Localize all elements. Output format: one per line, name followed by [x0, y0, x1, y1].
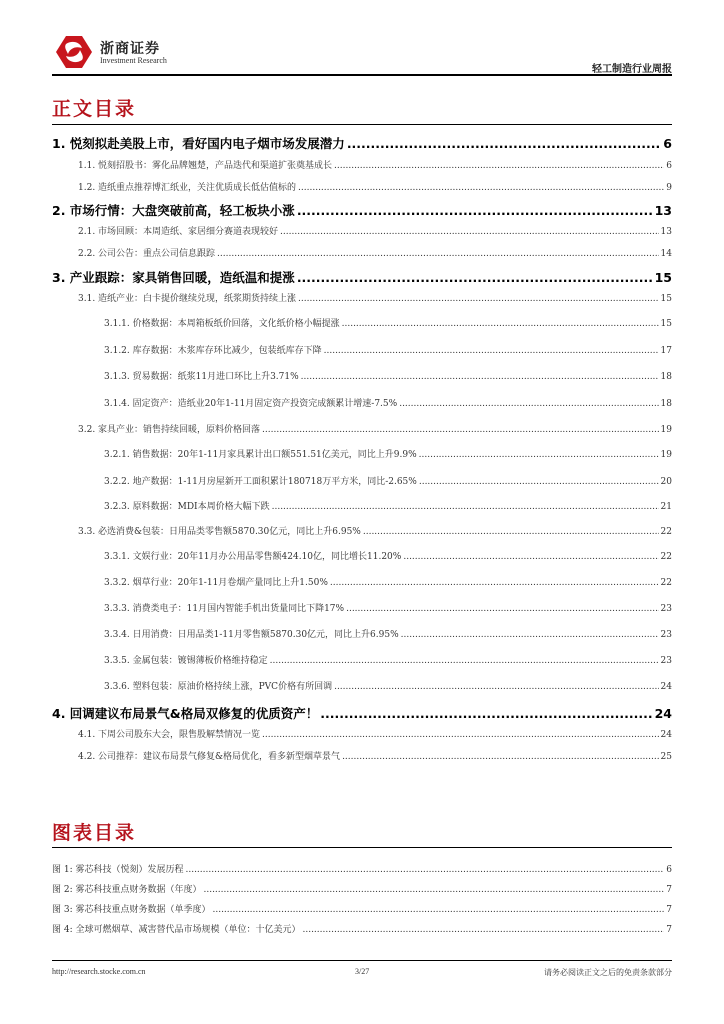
entry-label: 图 2: 雾芯科技重点财务数据（年度）: [52, 885, 202, 895]
leader-dots: [342, 319, 659, 329]
entry-label: 1.2. 造纸重点推荐博汇纸业，关注优质成长低估值标的: [78, 183, 297, 193]
leader-dots: [217, 249, 659, 259]
leader-dots: [363, 527, 659, 537]
toc-entry-level-3[interactable]: [52, 679, 672, 692]
leader-dots: [298, 183, 664, 193]
entry-page-number: 13: [660, 227, 672, 237]
entry-label: 3.3. 必选消费&包装：日用品类零售额5870.30亿元，同比上升6.95%: [78, 527, 361, 537]
entry-label: 图 4: 全球可燃烟草、减害替代品市场规模（单位：十亿美元）: [52, 925, 301, 935]
entry-page-number: 9: [666, 183, 672, 193]
toc-entry-level-1[interactable]: [52, 268, 672, 286]
entry-page-number: 20: [660, 477, 672, 487]
entry-label: 3.1. 造纸产业：白卡提价继续兑现，纸浆期货持续上涨: [78, 294, 297, 304]
entry-label: 3.2.1. 销售数据：20年1-11月家具累计出口额551.51亿美元，同比上升9.9%: [104, 450, 417, 460]
entry-page-number: 17: [660, 346, 672, 356]
entry-page-number: 13: [654, 203, 672, 218]
entry-label: 3.3.1. 文娱行业：20年11月办公用品零售额424.10亿，同比增长11.20%: [104, 552, 402, 562]
leader-dots: [342, 752, 658, 762]
header-divider: [52, 74, 672, 76]
entry-page-number: 21: [660, 502, 672, 512]
entry-page-number: 23: [660, 604, 672, 614]
entry-label: 1.1. 悦刻招股书：雾化品牌翘楚，产品迭代和渠道扩张奠基成长: [78, 161, 333, 171]
figure-entry[interactable]: [52, 882, 672, 895]
leader-dots: [262, 425, 659, 435]
entry-label: 4.1. 下周公司股东大会，限售股解禁情况一览: [78, 730, 261, 740]
leader-dots: [419, 450, 659, 460]
toc-entry-level-2[interactable]: [52, 180, 672, 193]
toc-entry-level-3[interactable]: [52, 499, 672, 512]
entry-page-number: 7: [666, 905, 672, 915]
leader-dots: [401, 630, 659, 640]
toc-entry-level-2[interactable]: [52, 158, 672, 171]
leader-dots: [298, 294, 659, 304]
entry-page-number: 7: [666, 925, 672, 935]
toc-entry-level-2[interactable]: [52, 246, 672, 259]
toc-entry-level-3[interactable]: [52, 447, 672, 460]
leader-dots: [419, 477, 659, 487]
footer-divider: [52, 960, 672, 961]
toc-entry-level-3[interactable]: [52, 601, 672, 614]
toc-entry-level-1[interactable]: [52, 134, 672, 152]
entry-page-number: 14: [660, 249, 672, 259]
toc-entry-level-3[interactable]: [52, 474, 672, 487]
leader-dots: [302, 925, 664, 935]
figures-heading-divider: [52, 847, 672, 848]
leader-dots: [270, 656, 659, 666]
entry-page-number: 24: [660, 682, 672, 692]
leader-dots: [262, 730, 659, 740]
toc-entry-level-2[interactable]: [52, 524, 672, 537]
toc-entry-level-3[interactable]: [52, 627, 672, 640]
page-number: 3/27: [355, 967, 370, 976]
leader-dots: [320, 706, 652, 721]
entry-label: 3.3.4. 日用消费：日用品类1-11月零售额5870.30亿元，同比上升6.95%: [104, 630, 399, 640]
entry-page-number: 6: [666, 865, 672, 875]
entry-page-number: 15: [654, 270, 672, 285]
entry-label: 3.3.5. 金属包装：镀锡薄板价格维持稳定: [104, 656, 268, 666]
entry-label: 3. 产业跟踪：家具销售回暖，造纸温和提涨: [52, 270, 295, 285]
toc-entry-level-3[interactable]: [52, 575, 672, 588]
entry-label: 4. 回调建议布局景气&格局双修复的优质资产！: [52, 706, 319, 721]
toc-entry-level-1[interactable]: [52, 704, 672, 722]
entry-page-number: 15: [660, 319, 672, 329]
entry-page-number: 19: [660, 450, 672, 460]
entry-label: 3.1.2. 库存数据：木浆库存环比减少，包装纸库存下降: [104, 346, 322, 356]
entry-label: 3.3.6. 塑料包装：原油价格持续上涨，PVC价格有所回调: [104, 682, 333, 692]
entry-page-number: 24: [660, 730, 672, 740]
leader-dots: [334, 682, 658, 692]
entry-page-number: 22: [660, 552, 672, 562]
leader-dots: [203, 885, 664, 895]
figure-entry[interactable]: [52, 862, 672, 875]
toc-heading-divider: [52, 124, 672, 125]
leader-dots: [212, 905, 664, 915]
entry-label: 3.3.3. 消费类电子：11月国内智能手机出货量同比下降17%: [104, 604, 345, 614]
toc-entry-level-3[interactable]: [52, 549, 672, 562]
report-title: 轻工制造行业周报: [592, 64, 672, 75]
toc-entry-level-2[interactable]: [52, 224, 672, 237]
entry-label: 3.2.2. 地产数据：1-11月房屋新开工面积累计180718万平方米，同比-2.65%: [104, 477, 417, 487]
entry-page-number: 7: [666, 885, 672, 895]
figure-entry[interactable]: [52, 902, 672, 915]
entry-label: 3.1.1. 价格数据：本周箱板纸价回落，文化纸价格小幅提涨: [104, 319, 340, 329]
entry-label: 4.2. 公司推荐：建议布局景气修复&格局优化，看多新型烟草景气: [78, 752, 341, 762]
leader-dots: [297, 270, 653, 285]
leader-dots: [185, 865, 664, 875]
zheshang-logo-icon: [52, 32, 98, 72]
entry-page-number: 19: [660, 425, 672, 435]
entry-label: 1. 悦刻拟赴美股上市，看好国内电子烟市场发展潜力: [52, 136, 345, 151]
leader-dots: [330, 578, 659, 588]
leader-dots: [403, 552, 658, 562]
entry-label: 3.2. 家具产业：销售持续回暖，原料价格回落: [78, 425, 261, 435]
entry-page-number: 18: [660, 399, 672, 409]
entry-label: 3.2.3. 原料数据：MDI本周价格大幅下跌: [104, 502, 270, 512]
toc-entry-level-3[interactable]: [52, 653, 672, 666]
toc-entry-level-3[interactable]: [52, 316, 672, 329]
entry-page-number: 23: [660, 630, 672, 640]
toc-entry-level-1[interactable]: [52, 201, 672, 219]
figure-entry[interactable]: [52, 922, 672, 935]
entry-label: 2.2. 公司公告：重点公司信息跟踪: [78, 249, 216, 259]
leader-dots: [324, 346, 659, 356]
leader-dots: [280, 227, 659, 237]
entry-page-number: 6: [663, 136, 672, 151]
brand-name: 浙商证券: [100, 41, 160, 57]
toc-entry-level-2[interactable]: [52, 291, 672, 304]
entry-label: 2. 市场行情：大盘突破前高，轻工板块小涨: [52, 203, 295, 218]
entry-page-number: 22: [660, 527, 672, 537]
toc-entry-level-2[interactable]: [52, 727, 672, 740]
leader-dots: [346, 604, 658, 614]
page-header: [0, 0, 724, 80]
toc-entry-level-2[interactable]: [52, 749, 672, 762]
leader-dots: [347, 136, 661, 151]
entry-page-number: 23: [660, 656, 672, 666]
entry-label: 图 1: 雾芯科技（悦刻）发展历程: [52, 865, 184, 875]
leader-dots: [399, 399, 658, 409]
leader-dots: [301, 372, 659, 382]
footer-url[interactable]: http://research.stocke.com.cn: [52, 967, 146, 976]
entry-label: 图 3: 雾芯科技重点财务数据（单季度）: [52, 905, 211, 915]
brand-subtitle: Investment Research: [100, 56, 167, 65]
entry-page-number: 18: [660, 372, 672, 382]
entry-label: 2.1. 市场回顾：本周造纸、家居细分赛道表现较好: [78, 227, 279, 237]
toc-entry-level-3[interactable]: [52, 343, 672, 356]
leader-dots: [272, 502, 659, 512]
entry-page-number: 6: [666, 161, 672, 171]
entry-label: 3.1.3. 贸易数据：纸浆11月进口环比上升3.71%: [104, 372, 299, 382]
toc-entry-level-2[interactable]: [52, 422, 672, 435]
leader-dots: [334, 161, 664, 171]
leader-dots: [297, 203, 653, 218]
entry-page-number: 22: [660, 578, 672, 588]
entry-page-number: 25: [660, 752, 672, 762]
toc-entry-level-3[interactable]: [52, 369, 672, 382]
entry-page-number: 15: [660, 294, 672, 304]
figures-heading: 图表目录: [52, 822, 137, 844]
toc-entry-level-3[interactable]: [52, 396, 672, 409]
disclaimer-note: 请务必阅读正文之后的免责条款部分: [544, 968, 672, 977]
entry-label: 3.3.2. 烟草行业：20年1-11月卷烟产量同比上升1.50%: [104, 578, 328, 588]
entry-page-number: 24: [654, 706, 672, 721]
toc-heading: 正文目录: [52, 98, 137, 120]
entry-label: 3.1.4. 固定资产：造纸业20年1-11月固定资产投资完成额累计增速-7.5%: [104, 399, 398, 409]
